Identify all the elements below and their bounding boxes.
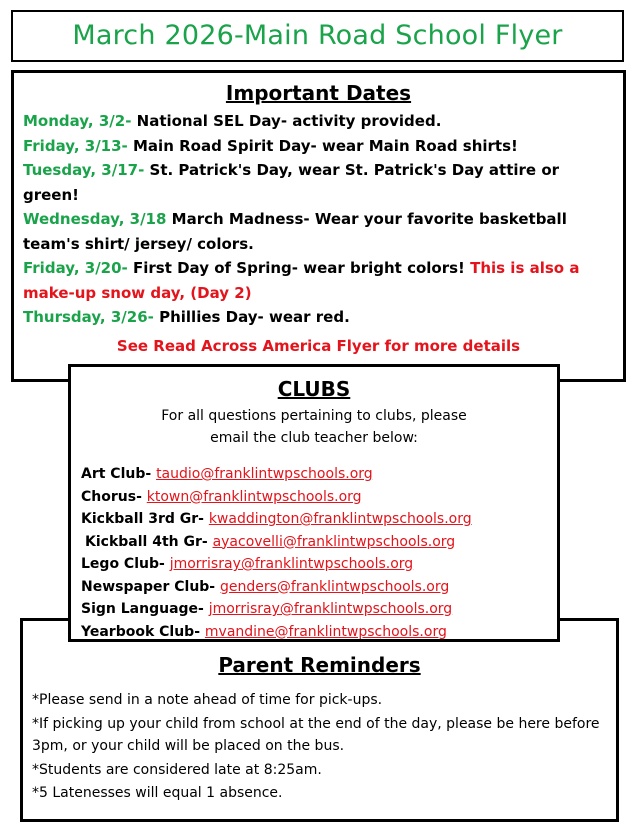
important-dates-heading: Important Dates xyxy=(225,81,412,105)
date-text: St. Patrick's Day, wear St. Patrick's Day attire or green! xyxy=(23,161,560,204)
reminder-item: *Students are considered late at 8:25am. xyxy=(32,761,322,778)
date-note: This is also a make-up snow day, (Day 2) xyxy=(23,259,580,302)
clubs-intro-line-1: For all questions pertaining to clubs, please xyxy=(161,408,467,424)
club-name: Kickball 3rd Gr- xyxy=(81,511,204,527)
date-item xyxy=(14,134,623,159)
club-row xyxy=(81,553,557,576)
date-item xyxy=(14,305,623,330)
parent-reminders-section xyxy=(20,618,619,822)
clubs-heading: CLUBS xyxy=(277,377,351,401)
club-email-link[interactable]: mvandine@franklintwpschools.org xyxy=(204,623,447,640)
club-row xyxy=(81,598,557,621)
club-email-link[interactable]: jmorrisray@franklintwpschools.org xyxy=(169,556,414,572)
reminder-item: *5 Latenesses will equal 1 absence. xyxy=(32,785,283,801)
club-name: Lego Club- xyxy=(81,556,165,572)
date-label: Friday, 3/20- xyxy=(23,259,128,277)
date-label: Tuesday, 3/17- xyxy=(23,161,145,179)
club-name: Chorus- xyxy=(81,488,142,505)
club-name: Sign Language- xyxy=(81,601,204,617)
club-email-link[interactable]: kwaddington@franklintwpschools.org xyxy=(208,511,472,527)
clubs-section xyxy=(68,364,560,642)
parent-reminders-heading: Parent Reminders xyxy=(218,653,421,677)
club-email-link[interactable]: ktown@franklintwpschools.org xyxy=(146,488,362,505)
reminder-item: *If picking up your child from school at the end of the day, please be here before 3pm, or your child will be placed on the bus. xyxy=(32,715,600,754)
club-email-link[interactable]: taudio@franklintwpschools.org xyxy=(156,466,373,482)
date-text: Phillies Day- wear red. xyxy=(153,308,350,326)
clubs-intro-line-2: email the club teacher below: xyxy=(210,430,418,446)
date-label: Wednesday, 3/18 xyxy=(23,210,167,228)
club-row xyxy=(81,463,557,486)
club-email-link[interactable]: jmorrisray@franklintwpschools.org xyxy=(208,601,453,617)
see-more-note: See Read Across America Flyer for more details xyxy=(116,336,521,355)
flyer-title: March 2026-Main Road School Flyer xyxy=(72,20,563,51)
date-label: Thursday, 3/26- xyxy=(23,308,154,326)
club-row xyxy=(81,621,557,644)
club-list xyxy=(71,463,557,643)
date-text: March Madness- Wear your favorite basketball team's shirt/ jersey/ colors. xyxy=(23,210,567,253)
club-name: Yearbook Club- xyxy=(81,623,201,640)
reminder-item: *Please send in a note ahead of time for pick-ups. xyxy=(32,692,383,708)
club-row xyxy=(81,576,557,599)
club-name: Art Club- xyxy=(81,466,152,482)
date-item xyxy=(14,207,623,256)
important-dates-section xyxy=(11,70,626,382)
club-name: Newspaper Club- xyxy=(81,578,216,595)
date-item xyxy=(14,158,623,207)
date-text: National SEL Day- activity provided. xyxy=(131,112,442,130)
date-text: First Day of Spring- wear bright colors! xyxy=(127,259,471,277)
club-name: Kickball 4th Gr- xyxy=(85,533,208,550)
club-email-link[interactable]: ayacovelli@franklintwpschools.org xyxy=(212,533,456,550)
date-item xyxy=(14,256,623,305)
date-label: Friday, 3/13- xyxy=(23,136,128,155)
date-text: Main Road Spirit Day- wear Main Road shirts! xyxy=(127,136,518,155)
club-row xyxy=(81,486,557,509)
title-box xyxy=(11,10,624,62)
club-row xyxy=(81,531,557,554)
club-email-link[interactable]: genders@franklintwpschools.org xyxy=(220,578,450,595)
date-label: Monday, 3/2- xyxy=(23,112,132,130)
reminder-list xyxy=(32,689,608,806)
date-item xyxy=(14,109,623,134)
club-row xyxy=(81,508,557,531)
